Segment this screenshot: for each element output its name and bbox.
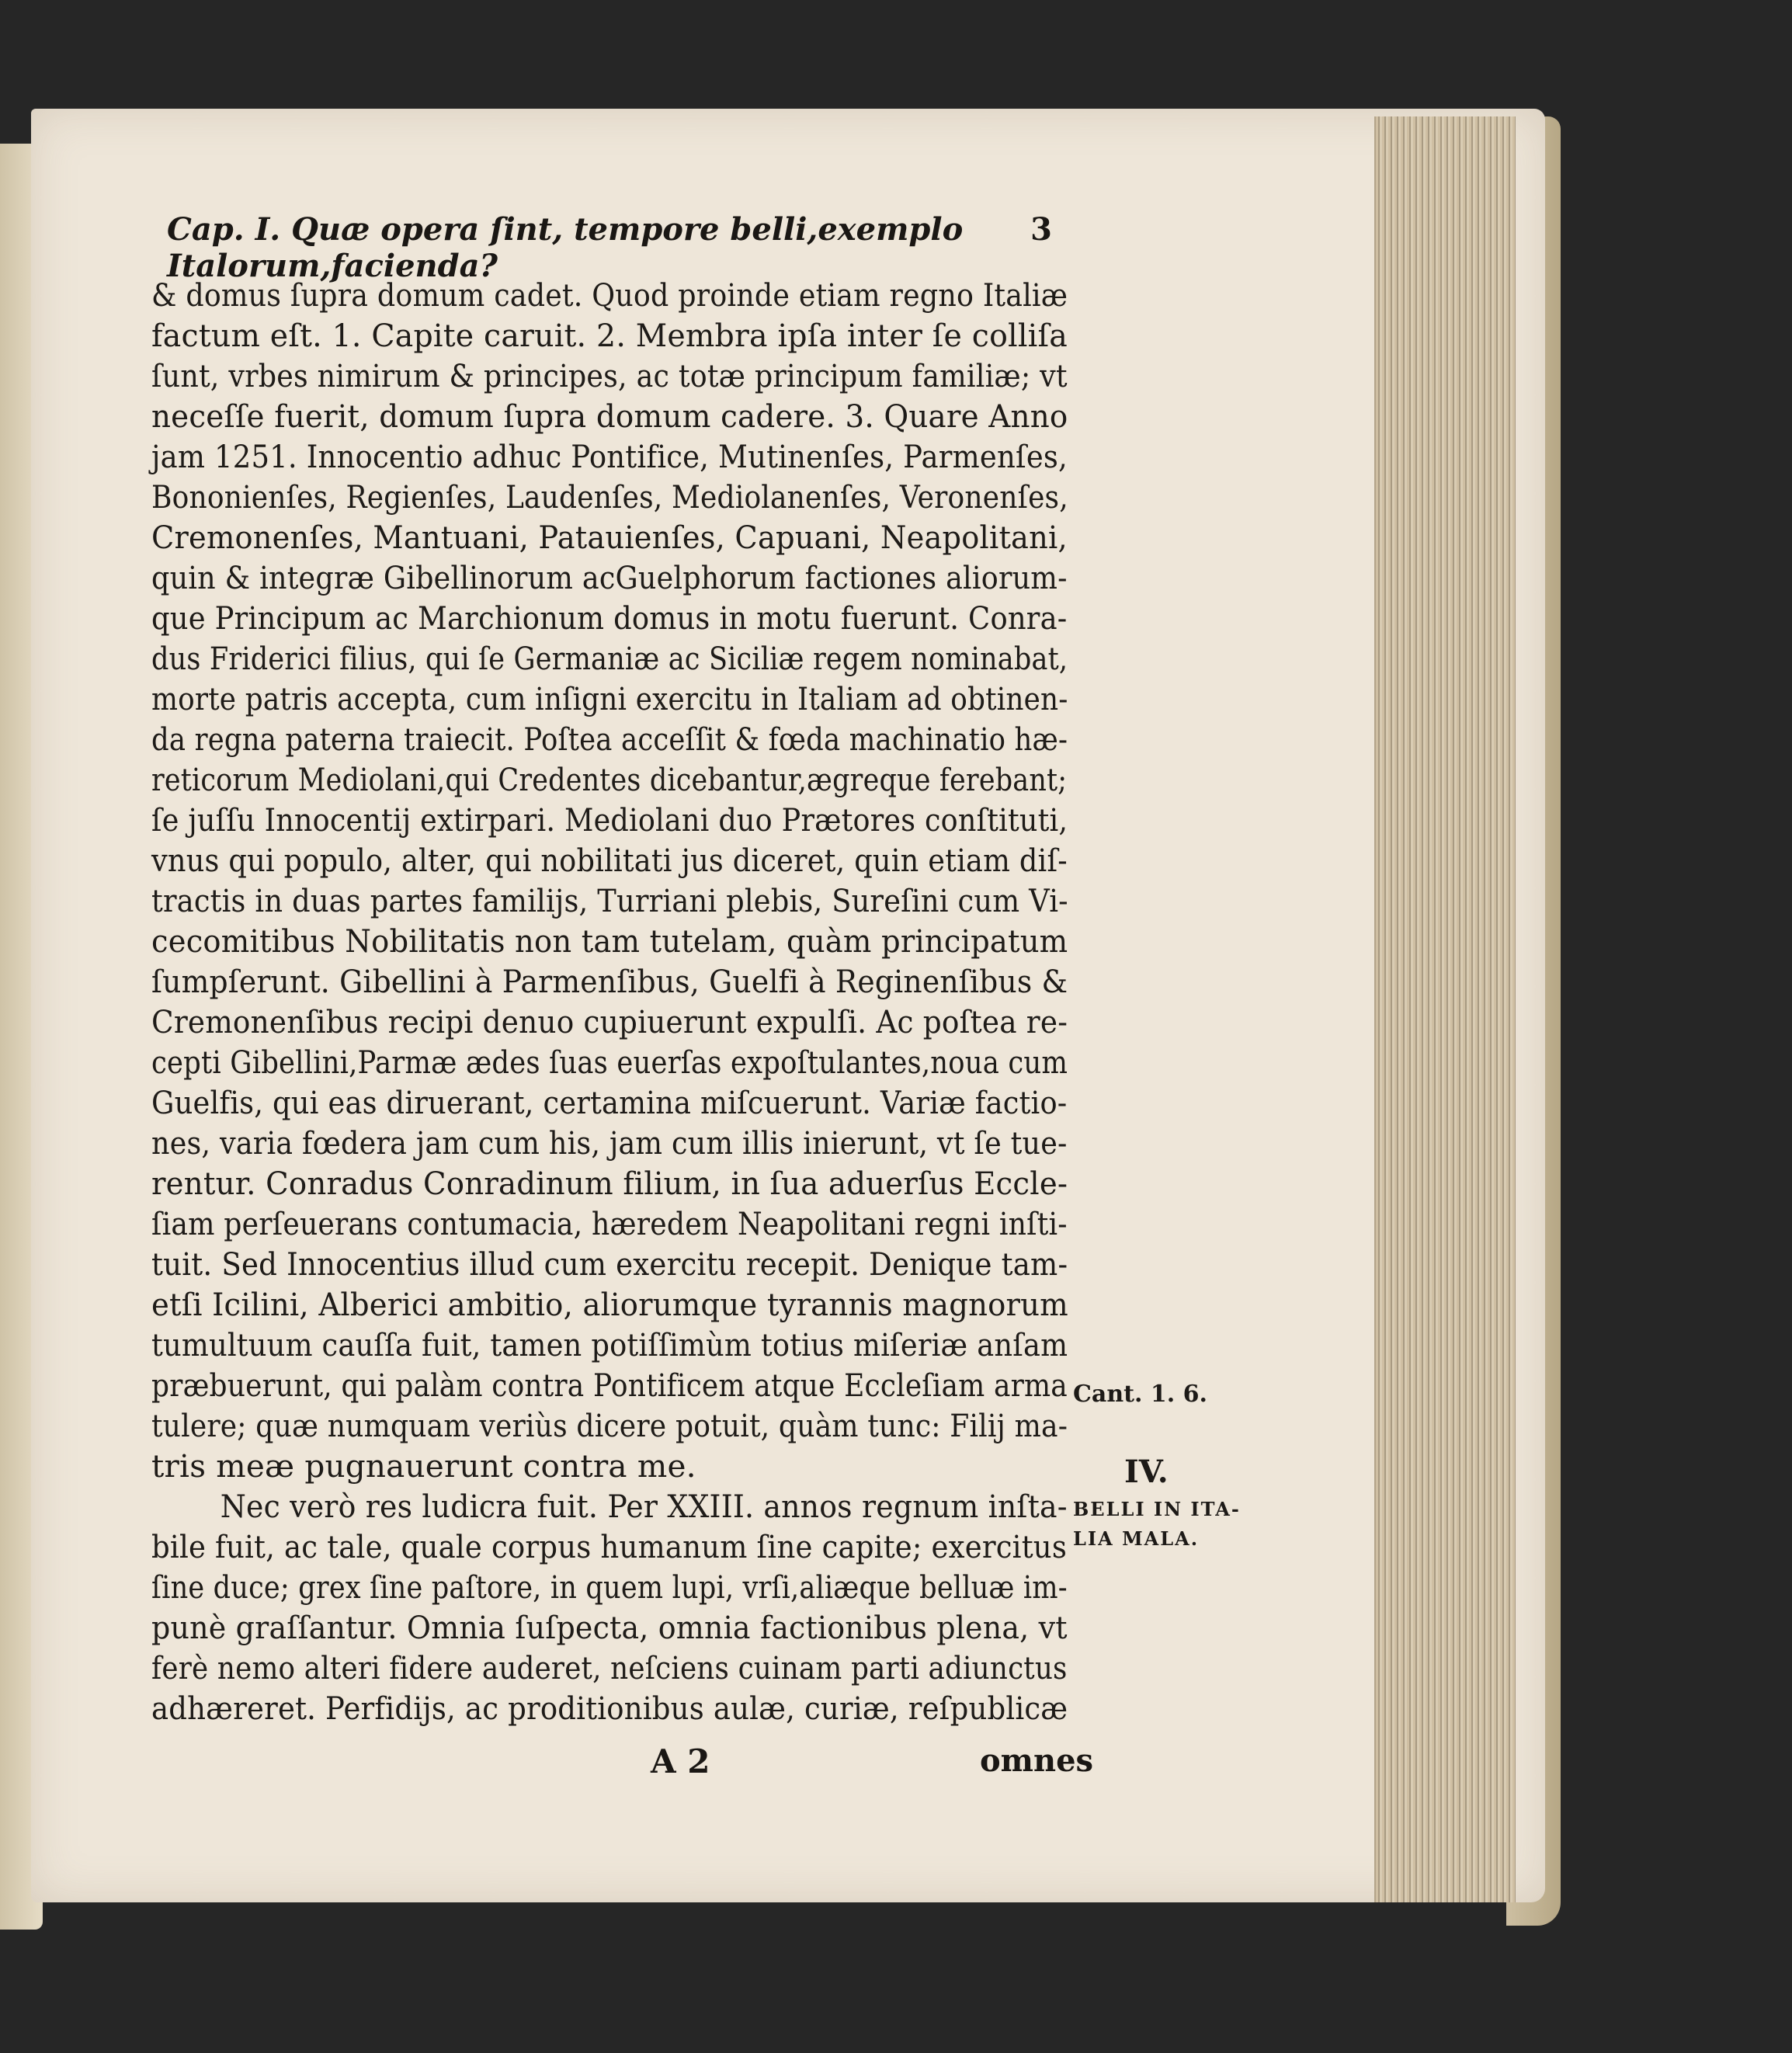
text-line: ſunt, vrbes nimirum & principes, ac totæ principum familiæ; vt [151,357,1068,394]
text-line: ſine duce; grex ſine paſtore, in quem lupi, vrſi,aliæque belluæ im- [151,1568,1068,1606]
margin-note-citation: Cant. 1. 6. [1073,1381,1207,1408]
text-line: præbuerunt, qui palàm contra Pontificem atque Eccleſiam arma [151,1367,1068,1404]
text-line: ſumpſerunt. Gibellini à Parmenſibus, Guelfi à Reginenſibus & [151,963,1068,1000]
catchword: omnes [980,1742,1094,1779]
text-line: nes, varia fœdera jam cum his, jam cum illis inierunt, vt ſe tue- [151,1124,1068,1162]
text-line: reticorum Mediolani,qui Credentes dicebantur,ægreque ferebant; [151,761,1068,798]
page-fore-edge [1374,116,1516,1902]
margin-note-heading-line: BELLI IN ITA- [1073,1498,1241,1520]
signature-mark: A 2 [651,1742,710,1780]
text-line: Cremonenſibus recipi denuo cupiuerunt expulſi. Ac poſtea re- [151,1003,1068,1040]
text-line: morte patris accepta, cum inſigni exercitu in Italiam ad obtinen- [151,680,1068,717]
text-line: & domus ſupra domum cadet. Quod proinde etiam regno Italiæ [151,276,1068,314]
text-line: Guelfis, qui eas diruerant, certamina miſcuerunt. Variæ factio- [151,1084,1068,1121]
text-line: bile fuit, ac tale, quale corpus humanum ſine capite; exercitus [151,1528,1068,1565]
text-line: Nec verò res ludicra fuit. Per XXIII. annos regnum inſta- [220,1488,1068,1525]
text-line: da regna paterna traiecit. Poſtea acceſſit & fœda machinatio hæ- [151,721,1068,758]
text-line: ſe juſſu Innocentij extirpari. Mediolani duo Prætores conſtituti, [151,801,1068,839]
text-line: rentur. Conradus Conradinum filium, in ſua aduerſus Eccle- [151,1165,1068,1202]
text-line: quin & integræ Gibellinorum acGuelphorum factiones aliorum- [151,559,1068,596]
margin-note-heading [1073,1495,1241,1554]
margin-note-numeral: IV. [1124,1454,1169,1490]
text-line: vnus qui populo, alter, qui nobilitati jus diceret, quin etiam diſ- [151,842,1068,879]
main-text-block [151,275,1068,1728]
running-head [167,211,1052,284]
page-number: 3 [1030,211,1052,248]
text-line: tuit. Sed Innocentius illud cum exercitu recepit. Denique tam- [151,1245,1068,1283]
running-head-title: Cap. I. Quæ opera ſint, tempore belli,exemplo Italorum,facienda? [167,211,964,284]
text-line: ferè nemo alteri fidere auderet, neſciens cuinam parti adiunctus [151,1649,1068,1687]
text-line: tractis in duas partes familijs, Turriani plebis, Sureſini cum Vi- [151,882,1068,919]
text-line: cepti Gibellini,Parmæ ædes ſuas euerſas expoſtulantes,noua cum [151,1044,1068,1081]
text-line: etſi Icilini, Alberici ambitio, aliorumque tyrannis magnorum [151,1286,1068,1323]
text-line: factum eſt. 1. Capite caruit. 2. Membra ipſa inter ſe colliſa [151,317,1068,354]
text-line: neceſſe fuerit, domum ſupra domum cadere. 3. Quare Anno [151,398,1068,435]
text-line: jam 1251. Innocentio adhuc Pontifice, Mutinenſes, Parmenſes, [151,438,1068,475]
text-line: punè graſſantur. Omnia ſuſpecta, omnia factionibus plena, vt [151,1609,1068,1646]
margin-note-heading-line: LIA MALA. [1073,1527,1200,1550]
text-line: que Principum ac Marchionum domus in motu fuerunt. Conra- [151,599,1068,637]
text-line: cecomitibus Nobilitatis non tam tutelam, quàm principatum [151,922,1068,960]
text-line: tulere; quæ numquam veriùs dicere potuit, quàm tunc: Filij ma- [151,1407,1068,1444]
text-line: Bononienſes, Regienſes, Laudenſes, Mediolanenſes, Veronenſes, [151,478,1068,516]
text-line: ſiam perſeuerans contumacia, hæredem Neapolitani regni inſti- [151,1205,1068,1242]
text-line: adhæreret. Perfidijs, ac proditionibus aulæ, curiæ, reſpublicæ [151,1690,1068,1727]
text-line: tris meæ pugnauerunt contra me. [151,1447,696,1485]
text-line: dus Friderici filius, qui ſe Germaniæ ac Siciliæ regem nominabat, [151,640,1068,677]
text-line: tumultuum cauſſa fuit, tamen potiſſimùm totius miſeriæ anſam [151,1326,1068,1363]
text-line: Cremonenſes, Mantuani, Patauienſes, Capuani, Neapolitani, [151,519,1068,556]
